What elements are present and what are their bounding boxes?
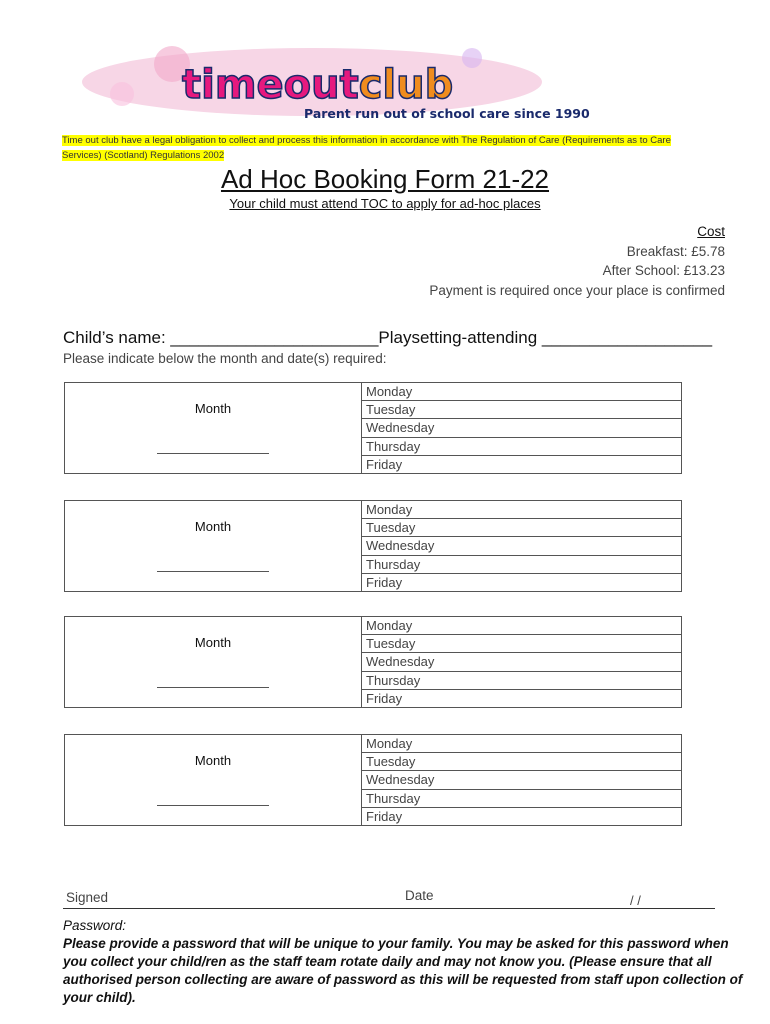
day-friday[interactable]: Friday bbox=[366, 456, 403, 472]
day-tuesday[interactable]: Tuesday bbox=[361, 753, 681, 771]
cost-heading: Cost bbox=[697, 224, 725, 239]
cost-section bbox=[429, 222, 725, 300]
month-label: Month bbox=[194, 635, 232, 650]
days-list bbox=[361, 383, 681, 473]
day-thursday[interactable]: Thursday bbox=[361, 556, 681, 574]
cost-breakfast: Breakfast: £5.78 bbox=[626, 243, 725, 259]
day-friday[interactable]: Friday bbox=[366, 808, 403, 824]
day-thursday[interactable]: Thursday bbox=[361, 672, 681, 690]
logo-splash-blob bbox=[110, 82, 134, 106]
month-label: Month bbox=[194, 401, 232, 416]
child-name-field[interactable]: Child’s name: ______________________Playsetting-attending __________________ bbox=[63, 328, 713, 347]
logo-tagline: Parent run out of school care since 1990 bbox=[304, 106, 590, 121]
day-wednesday[interactable]: Wednesday bbox=[361, 537, 681, 555]
booking-block-2 bbox=[64, 500, 682, 592]
logo-graphic bbox=[62, 44, 698, 130]
day-wednesday[interactable]: Wednesday bbox=[361, 653, 681, 671]
logo-text-club: club bbox=[358, 62, 454, 108]
day-wednesday[interactable]: Wednesday bbox=[361, 771, 681, 789]
timeoutclub-logo bbox=[62, 44, 698, 130]
logo-text-timeout: timeout bbox=[182, 62, 359, 108]
day-monday[interactable]: Monday bbox=[361, 735, 681, 753]
password-instructions: Please provide a password that will be unique to your family. You may be asked for this password when you collect your child/ren as the staff team rotate daily and may not know you. (Please ensure that all authorised person collecting are aware of password as this will be requested from staff upon collection of your child). bbox=[63, 936, 743, 1005]
signature-line[interactable] bbox=[63, 908, 715, 909]
legal-notice bbox=[62, 133, 702, 163]
day-monday[interactable]: Monday bbox=[361, 383, 681, 401]
month-cell bbox=[65, 735, 362, 825]
month-label: Month bbox=[194, 753, 232, 768]
days-list bbox=[361, 617, 681, 707]
day-wednesday[interactable]: Wednesday bbox=[361, 419, 681, 437]
days-list bbox=[361, 501, 681, 591]
days-list bbox=[361, 735, 681, 825]
month-entry-line[interactable] bbox=[157, 805, 269, 806]
day-thursday[interactable]: Thursday bbox=[361, 790, 681, 808]
password-heading: Password: bbox=[63, 918, 127, 933]
logo-splash-blob bbox=[462, 48, 482, 68]
day-monday[interactable]: Monday bbox=[361, 501, 681, 519]
day-tuesday[interactable]: Tuesday bbox=[361, 519, 681, 537]
day-tuesday[interactable]: Tuesday bbox=[361, 635, 681, 653]
month-cell bbox=[65, 383, 362, 473]
date-slashes: / / bbox=[630, 893, 641, 908]
month-cell bbox=[65, 501, 362, 591]
day-friday[interactable]: Friday bbox=[366, 690, 403, 706]
month-label: Month bbox=[194, 519, 232, 534]
date-label: Date bbox=[405, 888, 434, 903]
month-entry-line[interactable] bbox=[157, 687, 269, 688]
booking-block-1 bbox=[64, 382, 682, 474]
indicate-instruction: Please indicate below the month and date(s) required: bbox=[63, 351, 387, 366]
day-tuesday[interactable]: Tuesday bbox=[361, 401, 681, 419]
legal-notice-text: Time out club have a legal obligation to collect and process this information in accordance with The Regulation of Care (Requirements as to Care Services) (Scotland) Regulations 2002 bbox=[62, 135, 671, 161]
page-subtitle: Your child must attend TOC to apply for ad-hoc places bbox=[229, 196, 541, 211]
cost-after-school: After School: £13.23 bbox=[602, 263, 725, 278]
page-title: Ad Hoc Booking Form 21-22 bbox=[220, 164, 550, 194]
day-thursday[interactable]: Thursday bbox=[361, 438, 681, 456]
payment-note: Payment is required once your place is confirmed bbox=[429, 282, 725, 298]
month-entry-line[interactable] bbox=[157, 571, 269, 572]
svg-text:timeoutclub bbox=[182, 62, 453, 108]
signed-label: Signed bbox=[66, 890, 109, 905]
booking-block-3 bbox=[64, 616, 682, 708]
booking-block-4 bbox=[64, 734, 682, 826]
month-entry-line[interactable] bbox=[157, 453, 269, 454]
day-monday[interactable]: Monday bbox=[361, 617, 681, 635]
month-cell bbox=[65, 617, 362, 707]
day-friday[interactable]: Friday bbox=[366, 574, 403, 590]
